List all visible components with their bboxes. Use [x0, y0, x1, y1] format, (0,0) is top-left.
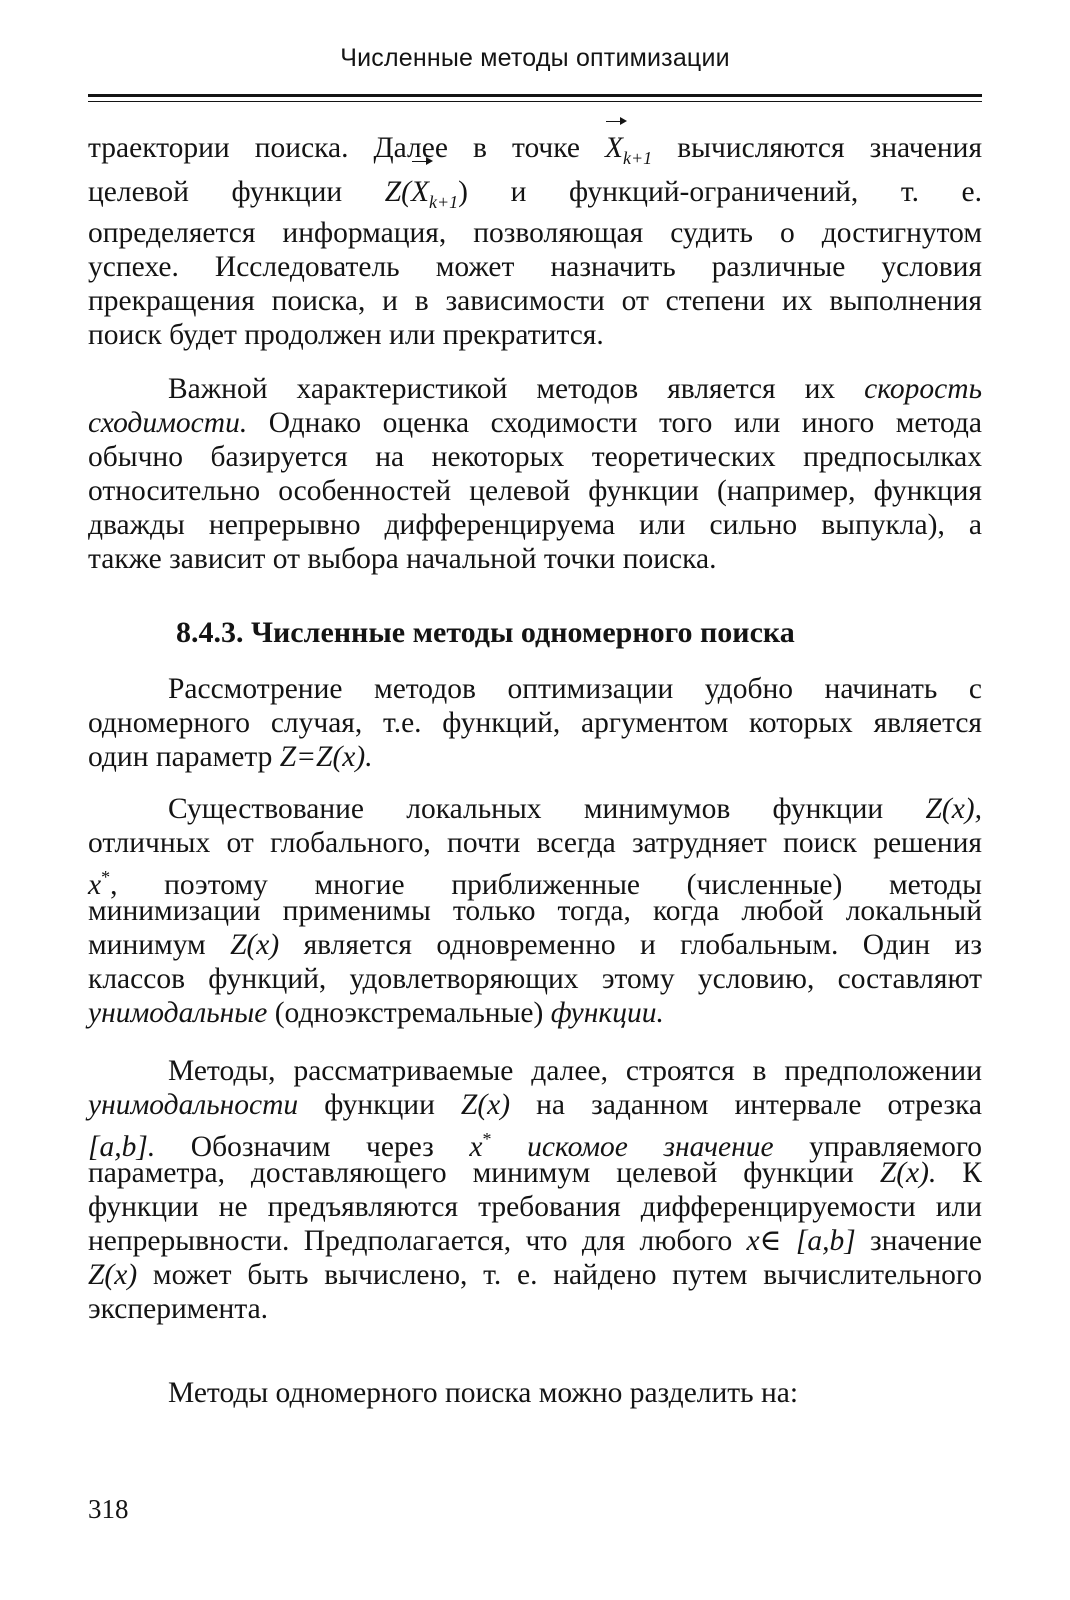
text-line: Методы, рассматриваемые далее, строятся в предположении — [168, 1055, 982, 1087]
text-line: классов функций, удовлетворяющих этому условию, составляют — [88, 963, 982, 995]
header-rule-thick — [88, 94, 982, 97]
text-line: один параметр Z=Z(x). — [88, 741, 373, 773]
paragraph-methods-division — [88, 1376, 982, 1410]
text-line: дважды непрерывно дифференцируема или сильно выпукла), а — [88, 509, 982, 541]
text-line: эксперимента. — [88, 1293, 269, 1325]
text-line: минимум Z(x) является одновременно и глобальным. Один из — [88, 929, 982, 961]
text-line: обычно базируется на некоторых теоретических предпосылках — [88, 441, 982, 473]
text-line: унимодальности функции Z(x) на заданном интервале отрезка — [88, 1089, 982, 1121]
text-line: Z(x) может быть вычислено, т. е. найдено путем вычислительного — [88, 1259, 982, 1291]
text-line: одномерного случая, т.е. функций, аргументом которых является — [88, 707, 982, 739]
running-title: Численные методы оптимизации — [340, 44, 730, 72]
text-line: целевой функции $Z(X_{k+1})$ и функций-ограничений, т. е. — [88, 168, 982, 216]
paragraph-local-minima — [88, 792, 982, 1030]
text-line: Методы одномерного поиска можно разделить на: — [168, 1377, 799, 1409]
text-line: непрерывности. Предполагается, что для любого x∈ [a,b] значение — [88, 1225, 982, 1257]
text-line: сходимости. Однако оценка сходимости того или иного метода — [88, 407, 982, 439]
text-line: Важной характеристикой методов является их скорость — [168, 373, 982, 405]
text-line: x*, поэтому многие приближенные (численные) методы — [88, 867, 982, 901]
paragraph-unimodality — [88, 1054, 982, 1326]
header-rule-thin — [88, 101, 982, 102]
text-line: параметра, доставляющего минимум целевой функции Z(x). К — [88, 1157, 982, 1189]
text-line: поиск будет продолжен или прекратится. — [88, 319, 604, 351]
vector-x: X — [411, 168, 429, 216]
text-line: определяется информация, позволяющая судить о достигнутом — [88, 217, 982, 249]
text-line: успехе. Исследователь может назначить различные условия — [88, 251, 982, 283]
text-line: относительно особенностей целевой функции (например, функция — [88, 475, 982, 507]
text-line: также зависит от выбора начальной точки поиска. — [88, 543, 717, 575]
text-line: отличных от глобального, почти всегда затрудняет поиск решения — [88, 827, 982, 859]
text-line: Существование локальных минимумов функции Z(x), — [168, 793, 982, 825]
text-line: прекращения поиска, и в зависимости от степени их выполнения — [88, 285, 982, 317]
text-line: унимодальные (одноэкстремальные) функции. — [88, 997, 664, 1029]
paragraph-convergence — [88, 372, 982, 576]
text-line: функции не предъявляются требования дифференцируемости или — [88, 1191, 982, 1223]
paragraph-continuation — [88, 128, 982, 352]
text-line: Рассмотрение методов оптимизации удобно начинать с — [168, 673, 982, 705]
text-line: [a,b]. Обозначим через x* искомое значение управляемого — [88, 1129, 982, 1163]
vector-x: X — [605, 128, 623, 168]
text-line: минимизации применимы только тогда, когда любой локальный — [88, 895, 982, 927]
text-line: траектории поиска. Далее в точке $X_{k+1}$ вычисляются значения — [88, 128, 982, 168]
page-number: 318 — [88, 1494, 129, 1524]
paragraph-one-dimensional — [88, 672, 982, 774]
section-heading: 8.4.3. Численные методы одномерного поиска — [176, 616, 795, 649]
